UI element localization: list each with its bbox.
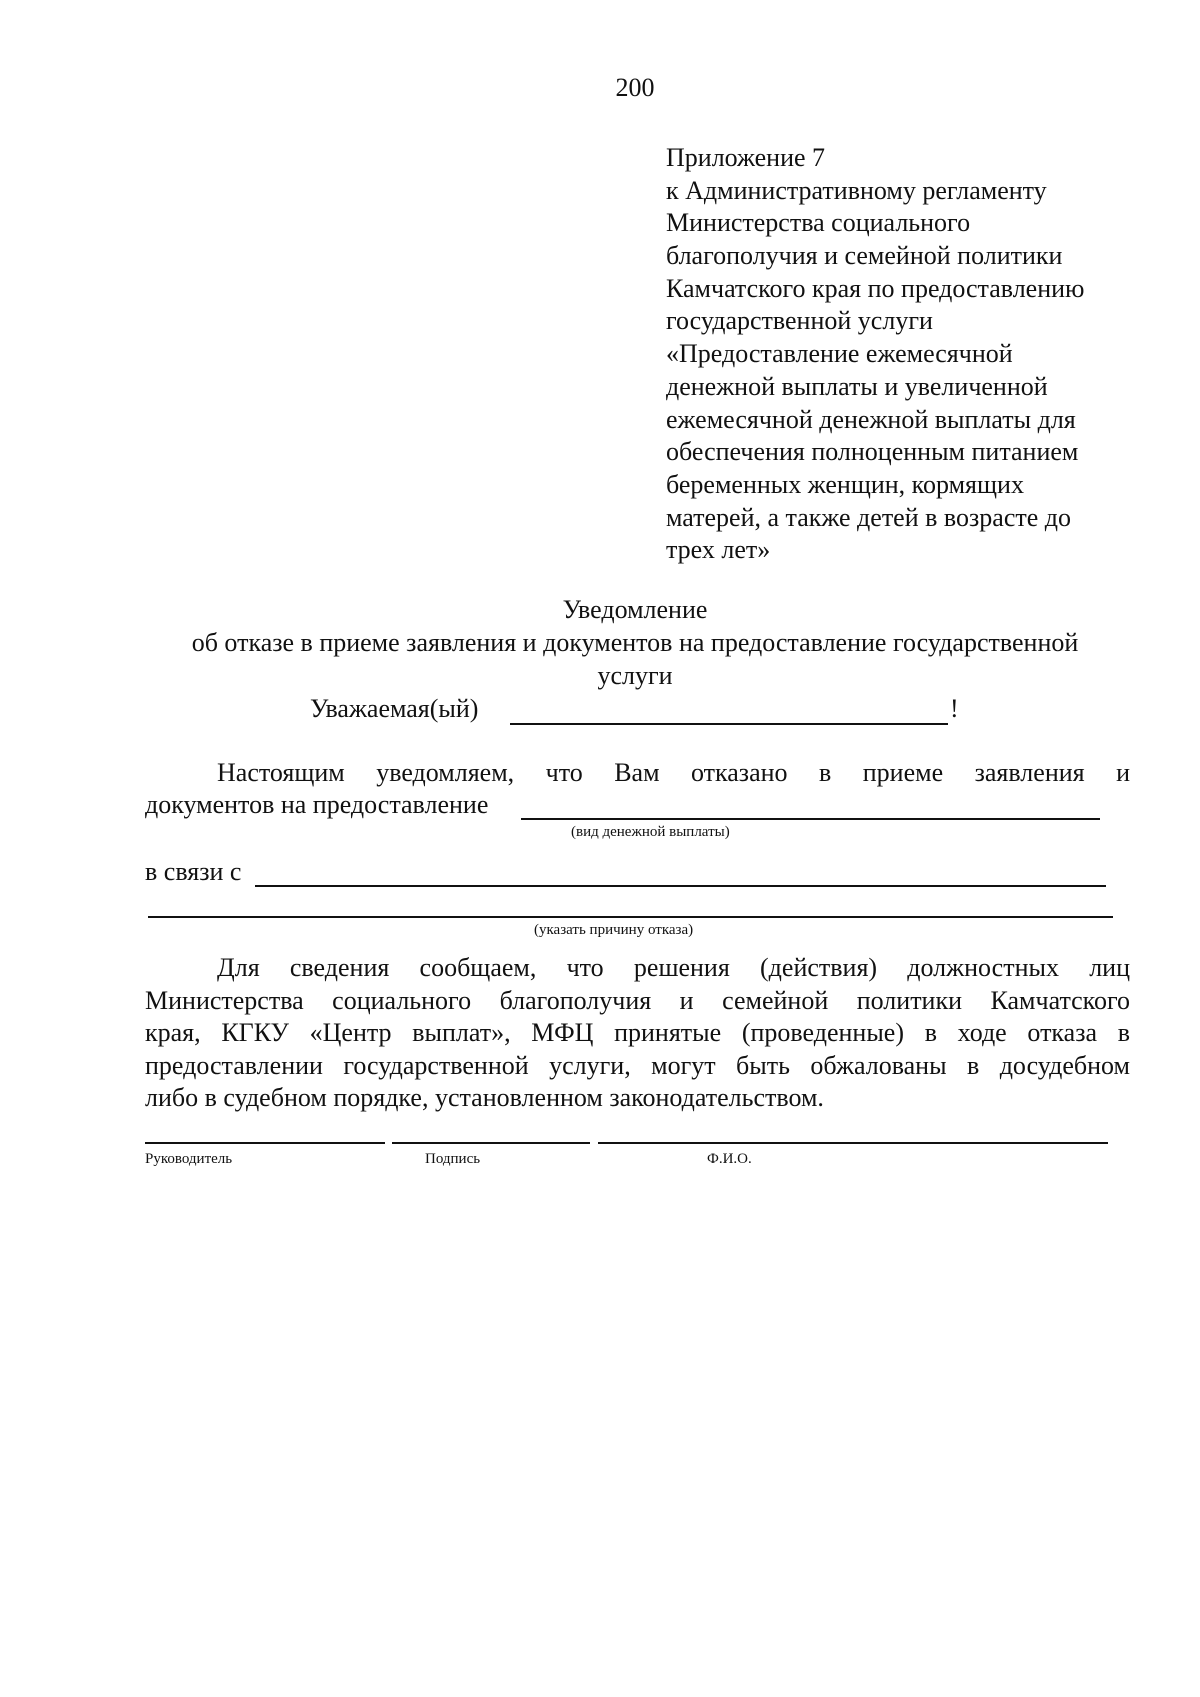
appendix-line: государственной услуги — [666, 306, 933, 336]
appendix-line: ежемесячной денежной выплаты для — [666, 404, 1076, 434]
para2-line: Для сведения сообщаем, что решения (действия) должностных лиц — [217, 953, 1130, 982]
full-name-field[interactable] — [598, 1142, 1108, 1144]
appendix-line: к Административному регламенту — [666, 175, 1047, 205]
signature-field[interactable] — [392, 1142, 590, 1144]
para2-line: предоставлении государственной услуги, могут быть обжалованы в досудебном — [145, 1050, 1130, 1080]
payment-type-field[interactable] — [521, 818, 1100, 820]
para2-line: края, КГКУ «Центр выплат», МФЦ принятые (проведенные) в ходе отказа в — [145, 1018, 1130, 1047]
para1-line2: документов на предоставление — [145, 790, 489, 819]
appendix-line: беременных женщин, кормящих — [666, 469, 1024, 499]
greeting-prefix: Уважаемая(ый) — [310, 694, 479, 723]
payment-type-caption: (вид денежной выплаты) — [571, 824, 730, 840]
para2-line: Министерства социального благополучия и семейной политики Камчатского — [145, 985, 1130, 1015]
full-name-label: Ф.И.О. — [707, 1151, 752, 1167]
para1-line1: Настоящим уведомляем, что Вам отказано в приеме заявления и — [217, 758, 1130, 787]
appendix-line: «Предоставление ежемесячной — [666, 339, 1013, 369]
appendix-block — [666, 142, 1084, 567]
notice-title: Уведомление — [562, 595, 708, 624]
recipient-name-field[interactable] — [510, 723, 948, 725]
para2-last-line: либо в судебном порядке, установленном законодательством. — [145, 1083, 824, 1112]
reason-field-2[interactable] — [148, 916, 1113, 918]
appendix-line: денежной выплаты и увеличенной — [666, 371, 1048, 401]
appendix-line: Министерства социального — [666, 208, 971, 238]
reason-field-1[interactable] — [255, 885, 1106, 887]
notice-subtitle-line2: услуги — [597, 661, 673, 690]
signature-label: Подпись — [425, 1151, 481, 1167]
reason-label: в связи с — [145, 857, 242, 886]
notice-subtitle-line1: об отказе в приеме заявления и документов на предоставление государственной — [191, 628, 1079, 657]
appendix-line: матерей, а также детей в возрасте до — [666, 502, 1071, 532]
appendix-line: трех лет» — [666, 535, 771, 565]
page-number: 200 — [615, 73, 655, 102]
head-position-field[interactable] — [145, 1142, 385, 1144]
appendix-line: Камчатского края по предоставлению — [666, 273, 1085, 303]
appendix-line: обеспечения полноценным питанием — [666, 437, 1079, 467]
greeting-suffix: ! — [950, 694, 959, 723]
appendix-line: благополучия и семейной политики — [666, 241, 1063, 271]
appendix-line: Приложение 7 — [666, 143, 826, 172]
head-label: Руководитель — [145, 1151, 233, 1167]
reason-caption: (указать причину отказа) — [534, 922, 694, 938]
